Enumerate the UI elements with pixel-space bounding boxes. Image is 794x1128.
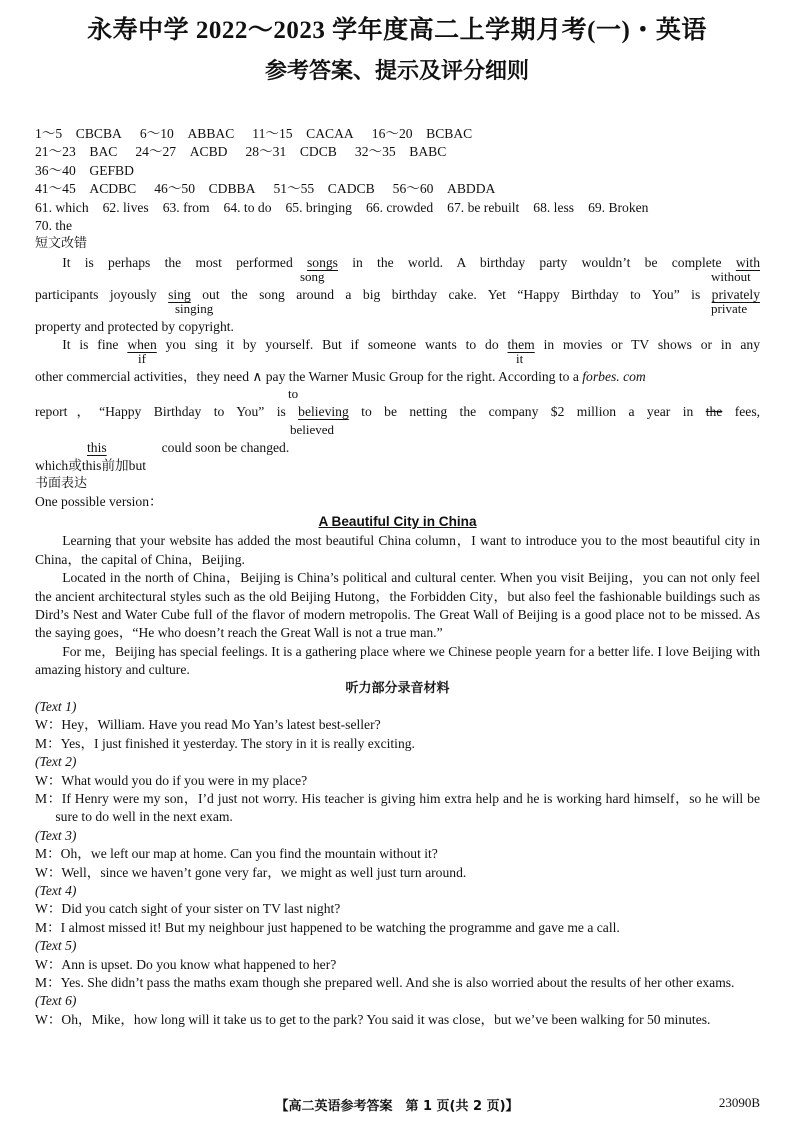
text: to be netting the company $2 million a year in — [348, 403, 706, 419]
answer-group: 6～10 ABBAC — [139, 126, 235, 141]
text: in the world. A birthday party wouldn’t be complete — [337, 254, 736, 270]
fill-answer: 63. from — [162, 199, 210, 215]
correction-line-6 — [35, 387, 760, 421]
error-word: sing — [168, 286, 191, 302]
correction-word: believed — [290, 421, 335, 437]
text-label: (Text 2) — [35, 754, 77, 770]
version-label: One possible version： — [35, 494, 163, 510]
fill-answer: 61. which — [35, 199, 89, 215]
correction-word: song — [300, 268, 325, 284]
text-label: (Text 5) — [35, 938, 77, 954]
document-body — [35, 125, 760, 1029]
fill-answer: 65. bringing — [285, 199, 352, 215]
text-label: (Text 6) — [35, 993, 77, 1009]
answer-row-3 — [35, 162, 760, 180]
error-word: songs — [307, 254, 338, 270]
fill-answer: 62. lives — [102, 199, 149, 215]
text: in movies or TV shows or in any — [534, 337, 761, 353]
dialogue-line: M：If Henry were my son，I’d just not worry. His teacher is giving him extra help and he is working hard himself，so he will be sure to do well in the next exam. — [35, 790, 760, 825]
dialogue-line: W：Well，since we haven’t gone very far，we might as well just turn around. — [35, 864, 467, 880]
correction-line-1 — [35, 254, 760, 286]
text: you sing it by yourself. But if someone wants to do — [156, 337, 508, 353]
answer-row-4 — [35, 180, 760, 198]
text-label: (Text 3) — [35, 827, 77, 843]
dialogue-line: M：Yes，I just finished it yesterday. The story in it is really exciting. — [35, 735, 415, 751]
footer-code: 23090B — [718, 1095, 760, 1110]
fill-answer-last: 70. the — [35, 218, 72, 234]
answer-group: 28～31 CDCB — [245, 144, 337, 160]
text: participants joyously — [35, 286, 169, 302]
answer-group: 56～60 ABDDA — [392, 181, 496, 197]
error-word: when — [127, 337, 157, 353]
text: could soon be changed. — [161, 439, 290, 455]
page-subtitle: 参考答案、提示及评分细则 — [264, 58, 529, 83]
essay-title: A Beautiful City in China — [318, 513, 477, 529]
answer-group: 21～23 BAC — [35, 144, 118, 160]
inserted-word: this — [87, 439, 107, 455]
answer-group: 41～45 ACDBC — [35, 181, 137, 197]
fill-answers-row — [35, 199, 760, 217]
error-word: with — [735, 254, 760, 270]
correction-word: private — [711, 300, 748, 316]
correction-line-4 — [35, 336, 760, 368]
dialogue-line: M：I almost missed it! But my neighbour just happened to be watching the programme and gave me a call. — [35, 919, 620, 935]
dialogue-line: M：Yes. She didn’t pass the maths exam though she prepared well. And she is also worried about the results of her other exams. — [35, 975, 735, 991]
answer-group: 51～55 CADCB — [273, 181, 375, 197]
section-heading-writing: 书面表达 — [35, 476, 88, 492]
fill-answer: 69. Broken — [588, 199, 649, 215]
text-label: (Text 1) — [35, 698, 77, 714]
text-label: (Text 4) — [35, 883, 77, 898]
dialogue-line: W：Ann is upset. Do you know what happened to her? — [35, 956, 337, 972]
correction-line-3: property and protected by copyright. — [35, 318, 234, 334]
text: It is perhaps the most performed — [62, 254, 307, 270]
fill-answer: 67. be rebuilt — [447, 199, 520, 215]
section-heading-correction: 短文改错 — [35, 236, 88, 252]
dialogue-line: W：Did you catch sight of your sister on TV last night? — [35, 901, 341, 917]
error-word: believing — [298, 403, 349, 419]
answer-group: 11～15 CACAA — [252, 126, 354, 141]
correction-word: singing — [175, 300, 214, 316]
text: report，“Happy Birthday to You” is — [35, 403, 299, 419]
correction-line-5 — [35, 368, 760, 386]
correction-word: if — [138, 351, 146, 367]
correction-note: which或this前加but — [35, 457, 147, 473]
deleted-word: the — [705, 403, 723, 419]
text: fees, — [722, 403, 761, 419]
correction-word: without — [711, 268, 751, 284]
dialogue-line: W：Oh，Mike，how long will it take us to get to the park? You said it was close，but we’ve been walking for 50 minutes. — [35, 1011, 711, 1027]
text: other commercial activities，they need ∧ pay the Warner Music Group for the right. According to a — [35, 369, 583, 385]
dialogue-line: W：What would you do if you were in my place? — [35, 772, 308, 788]
essay-paragraph-2: Located in the north of China，Beijing is China’s political and cultural center. When you visit Beijing，you can not only feel the ancient architectural styles such as the old Beijing Hutong，the Forbidden City，but also feel the fashionable buildings such as Dird’s Nest and Water Cube full of the flavor of modern metropolis. The Great Wall of Beijing is a good place not to be missed. As the saying goes，“He who doesn’t reach the Great Wall is not a true man.” — [35, 570, 760, 641]
website-name: forbes. com — [582, 369, 646, 385]
page-title: 永寿中学 2022～2023 学年度高二上学期月考(一)・英语 — [87, 17, 707, 44]
error-word: them — [507, 337, 535, 353]
essay-paragraph-3: For me，Beijing has special feelings. It is a gathering place where we Chinese people yearn for a better life. I love Beijing with amazing history and culture. — [35, 643, 760, 678]
fill-answer: 66. crowded — [365, 199, 434, 215]
correction-word: it — [516, 351, 524, 367]
correction-line-2 — [35, 286, 760, 318]
section-heading-listening: 听力部分录音材料 — [345, 680, 450, 696]
fill-answer: 68. less — [533, 199, 575, 215]
answer-group: 1～5 CBCBA — [35, 126, 122, 141]
answer-row-2 — [35, 143, 760, 161]
answer-group: 24～27 ACBD — [135, 144, 228, 160]
essay-paragraph-1: Learning that your website has added the most beautiful China column，I want to introduce you to the most beautiful city in China，the capital of China，Beijing. — [35, 533, 760, 567]
answer-row-1 — [35, 125, 760, 143]
dialogue-line: M：Oh，we left our map at home. Can you find the mountain without it? — [35, 846, 438, 862]
answer-group: 46～50 CDBBA — [154, 181, 256, 197]
correction-line-7 — [35, 421, 760, 457]
correction-word: to — [288, 385, 299, 401]
error-word: privately — [711, 286, 760, 302]
dialogue-line: W：Hey，William. Have you read Mo Yan’s latest best-seller? — [35, 717, 381, 733]
fill-answer: 64. to do — [223, 199, 272, 215]
answer-group: 36～40 GEFBD — [35, 162, 134, 178]
text: It is fine — [62, 337, 128, 353]
answer-group: 16～20 BCBAC — [371, 126, 473, 141]
text: out the song around a big birthday cake. Yet “Happy Birthday to You” is — [190, 286, 712, 302]
footer-page-info: 【高二英语参考答案 第 1 页(共 2 页)】 — [275, 1099, 519, 1114]
answer-group: 32～35 BABC — [354, 144, 447, 160]
